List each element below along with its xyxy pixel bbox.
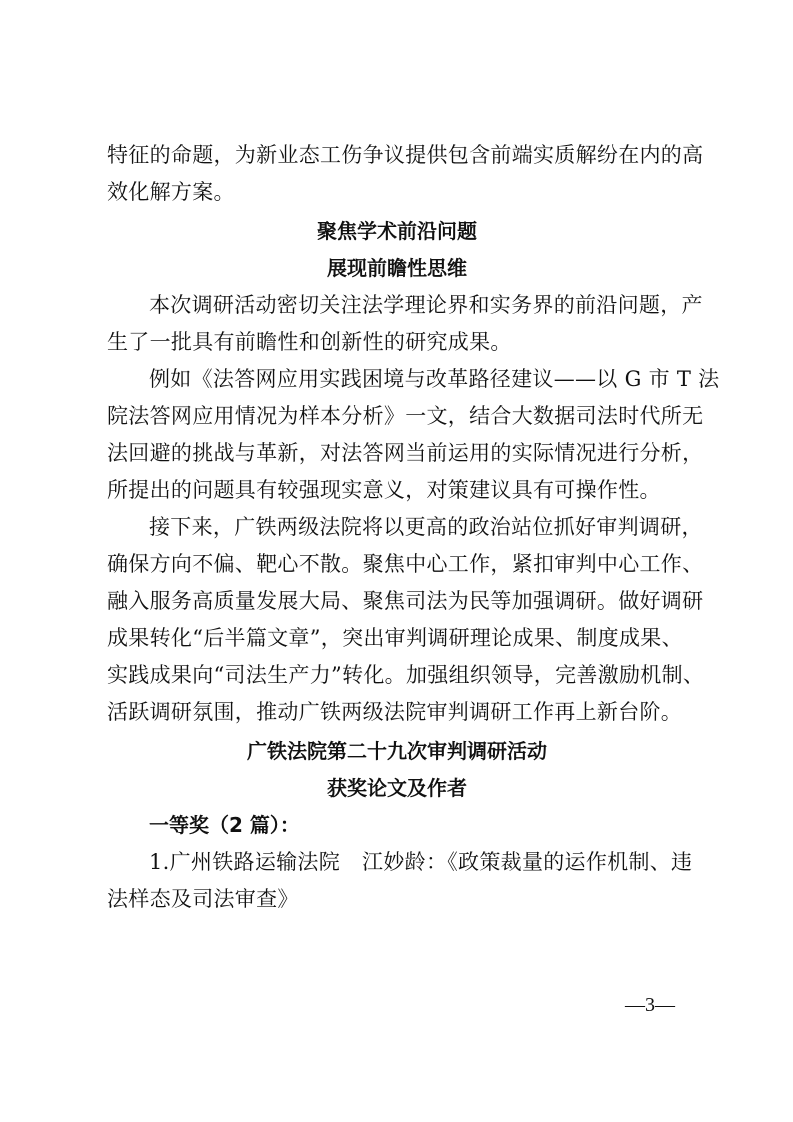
- document-body: [107, 137, 720, 918]
- award-entry-court: 1.广州铁路运输法院: [149, 850, 341, 874]
- paragraph-line: 成果转化“后半篇文章”，突出审判调研理论成果、制度成果、: [107, 626, 683, 650]
- paragraph-line: 活跃调研氛围，推动广铁两级法院审判调研工作再上新台阶。: [107, 700, 683, 724]
- page-number: —3—: [625, 994, 675, 1016]
- paragraph-line: 所提出的问题具有较强现实意义，对策建议具有可操作性。: [107, 478, 661, 502]
- paragraph-line: 生了一批具有前瞻性和创新性的研究成果。: [107, 330, 512, 354]
- paragraph-line: 例如《法答网应用实践困境与改革路径建议——以 G 市 T 法: [149, 367, 720, 391]
- paragraph-line: 融入服务高质量发展大局、聚焦司法为民等加强调研。做好调研: [107, 589, 704, 613]
- award-category-heading: 一等奖（2 篇）：: [149, 813, 300, 837]
- paragraph-line: 接下来，广铁两级法院将以更高的政治站位抓好审判调研，: [149, 515, 703, 539]
- paragraph-line: 院法答网应用情况为样本分析》一文，结合大数据司法时代所无: [107, 404, 704, 428]
- paragraph-line: 效化解方案。: [107, 180, 235, 204]
- paragraph-line: 确保方向不偏、靶心不散。聚焦中心工作，紧扣审判中心工作、: [107, 552, 704, 576]
- paragraph-line: 法回避的挑战与革新，对法答网当前运用的实际情况进行分析，: [107, 441, 704, 465]
- section-heading: 获奖论文及作者: [327, 776, 467, 800]
- award-entry-author-title: 江妙龄：《政策裁量的运作机制、违: [362, 850, 693, 874]
- paragraph-line: 特征的命题，为新业态工伤争议提供包含前端实质解纷在内的高: [107, 143, 704, 167]
- section-heading: 聚焦学术前沿问题: [317, 219, 477, 243]
- paragraph-line: 本次调研活动密切关注法学理论界和实务界的前沿问题，产: [149, 293, 703, 317]
- award-entry: [107, 844, 693, 881]
- section-heading: 广铁法院第二十九次审判调研活动: [247, 739, 547, 763]
- award-entry-continuation: 法样态及司法审查》: [107, 887, 299, 911]
- paragraph-line: 实践成果向“司法生产力”转化。加强组织领导，完善激励机制、: [107, 663, 705, 687]
- section-heading: 展现前瞻性思维: [327, 256, 467, 280]
